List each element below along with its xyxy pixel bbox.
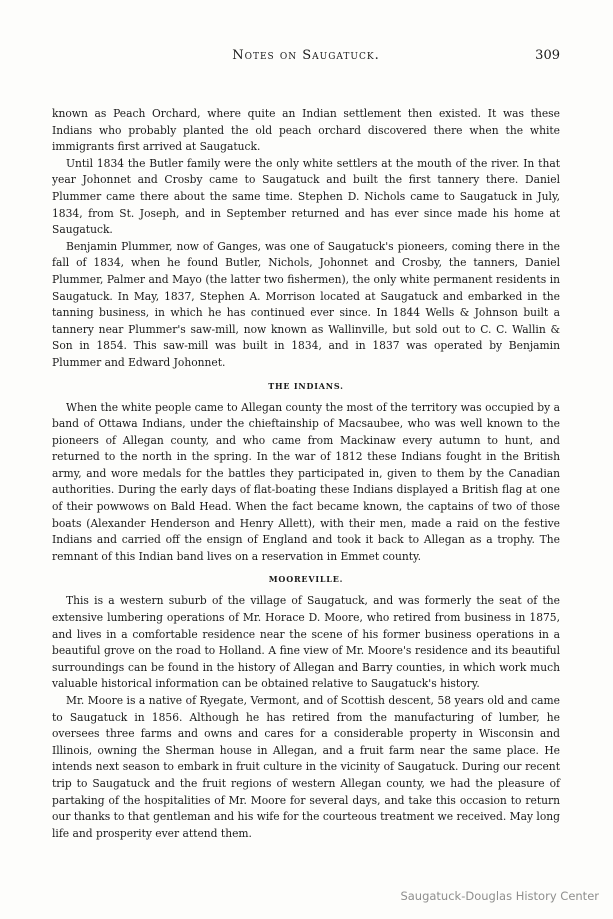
body-text (52, 106, 560, 842)
paragraph: Benjamin Plummer, now of Ganges, was one of Saugatuck's pioneers, coming there in the fall of 1834, when he found Butler, Nichols, Johonnet and Crosby, the tanners, Daniel Plummer, Palmer and Mayo (the latter two fishermen), the only white permanent residents in Saugatuck. In May, 1837, Stephen A. Morrison located at Saugatuck and embarked in the tanning business, in which he has continued ever since. In 1844 Wells & Johnson built a tannery near Plummer's saw-mill, now known as Wallinville, but sold out to C. C. Wallin & Son in 1854. This saw-mill was built in 1834, and in 1837 was operated by Benjamin Plummer and Edward Johonnet. (52, 239, 560, 369)
paragraph: This is a western suburb of the village of Saugatuck, and was formerly the seat of the extensive lumbering operations of Mr. Horace D. Moore, who retired from business in 1875, and lives in a comfortable residence near the scene of his former business operations in a beautiful grove on the road to Holland. A fine view of Mr. Moore's residence and its beautiful surroundings can be found in the history of Allegan and Barry counties, in which work much valuable historical information can be obtained relative to Saugatuck's history. (52, 594, 560, 691)
paragraph: Until 1834 the Butler family were the only white settlers at the mouth of the river. In that year Johonnet and Crosby came to Saugatuck and built the first tannery there. Daniel Plummer came there about the same time. Stephen D. Nichols came to Saugatuck in July, 1834, from St. Joseph, and in September returned and has ever since made his home at Saugatuck. (52, 156, 560, 237)
section-heading-indians: THE INDIANS. (268, 380, 344, 391)
paragraph: Mr. Moore is a native of Ryegate, Vermont, and of Scottish descent, 58 years old and came to Saugatuck in 1856. Although he has retired from the manufacturing of lumber, he oversees three farms and owns and cares for a considerable property in Wisconsin and Illinois, owning the Sherman house in Allegan, and a fruit farm near the same place. He intends next season to embark in fruit culture in the vicinity of Saugatuck. During our recent trip to Saugatuck and the fruit regions of western Allegan county, we had the pleasure of partaking of the hospitalities of Mr. Moore for several days, and take this occasion to return our thanks to that gentleman and his wife for the courteous treatment we received. May long life and prosperity ever attend them. (52, 694, 560, 840)
paragraph: known as Peach Orchard, where quite an Indian settlement then existed. It was these Indians who probably planted the old peach orchard discovered there when the white immigrants first arrived at Saugatuck. (52, 107, 560, 154)
watermark: Saugatuck-Douglas History Center (400, 889, 599, 903)
paragraph: When the white people came to Allegan county the most of the territory was occupied by a band of Ottawa Indians, under the chieftainship of Macsaubee, who was well known to the pioneers of Allegan county, and who came from Mackinaw every autumn to hunt, and returned to the north in the spring. In the war of 1812 these Indians fought in the British army, and wore medals for the battles they participated in, given to them by the Canadian authorities. During the early days of flat-boating these Indians displayed a British flag at one of their powwows on Bald Head. When the fact became known, the captains of two of those boats (Alexander Henderson and Henry Allett), with their men, made a raid on the festive Indians and carried off the ensign of England and took it back to Allegan as a trophy. The remnant of this Indian band lives on a reservation in Emmet county. (52, 400, 560, 563)
page-header (52, 44, 560, 66)
book-page (52, 44, 560, 842)
page-number: 309 (535, 48, 560, 63)
running-title: Notes on Saugatuck. (232, 48, 380, 63)
section-heading-mooreville: MOOREVILLE. (268, 574, 344, 585)
